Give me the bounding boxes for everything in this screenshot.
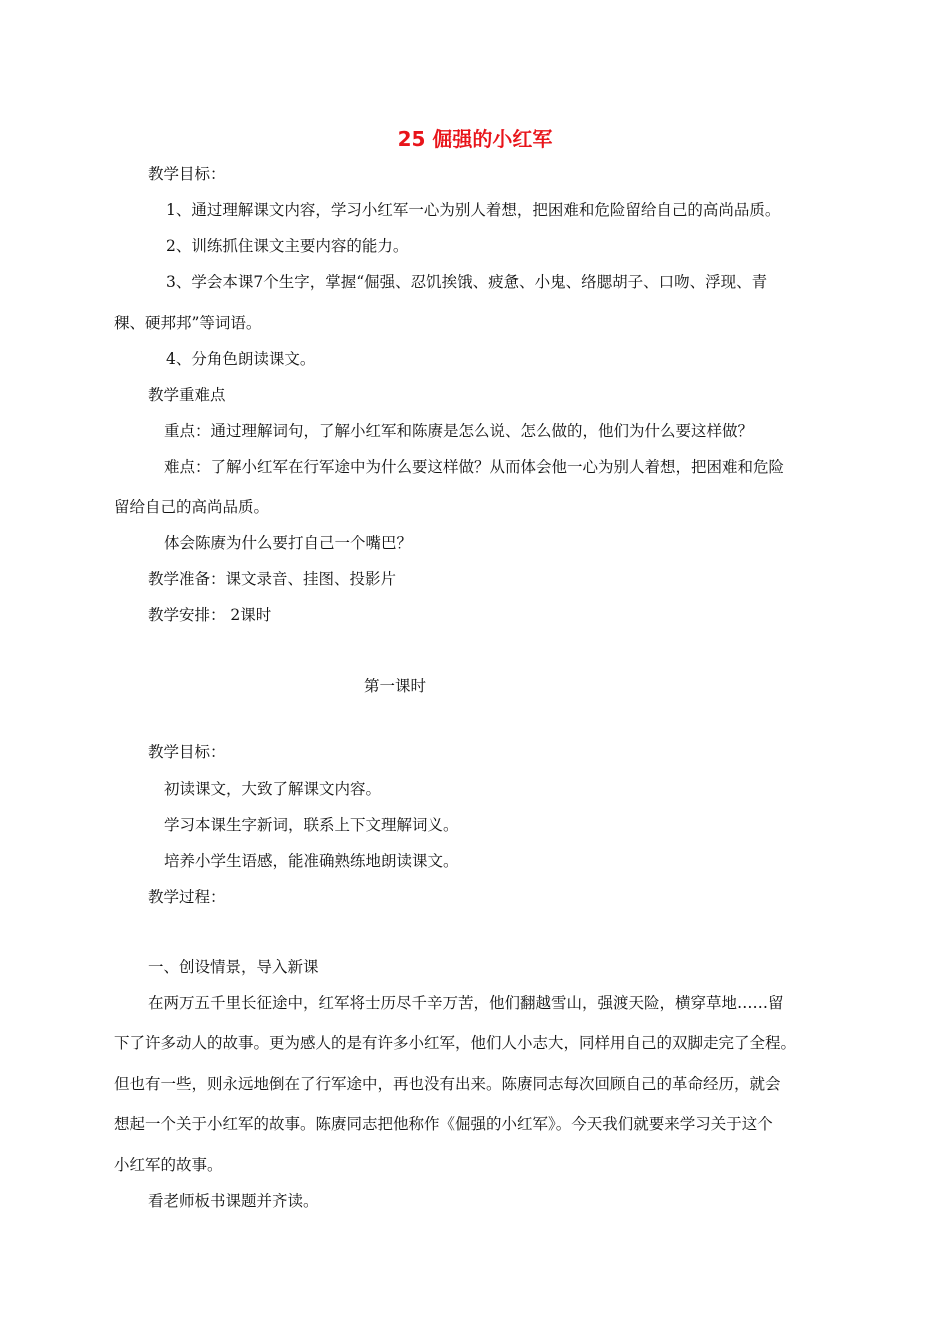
objective-item: 3、学会本课7个生字，掌握“倔强、忍饥挨饿、疲惫、小鬼、络腮胡子、口吻、浮现、青 — [166, 273, 768, 291]
lesson-heading: 第一课时 — [363, 677, 426, 695]
paragraph-line: 想起一个关于小红军的故事。陈赓同志把他称作《倔强的小红军》。今天我们就要来学习关于这个 — [114, 1115, 773, 1133]
difficult-point-continuation: 留给自己的高尚品质。 — [114, 498, 270, 516]
process-heading: 教学过程： — [148, 888, 226, 906]
section-heading: 一、创设情景，导入新课 — [148, 958, 319, 976]
objective-item: 4、分角色朗读课文。 — [166, 350, 316, 368]
key-point: 重点：通过理解词句，了解小红军和陈赓是怎么说、怎么做的，他们为什么要这样做？ — [164, 422, 754, 440]
preparation: 教学准备：课文录音、挂图、投影片 — [148, 570, 397, 588]
arrangement: 教学安排： 2课时 — [148, 606, 272, 624]
key-points-heading: 教学重难点 — [148, 386, 226, 404]
paragraph-line: 但也有一些，则永远地倒在了行军途中，再也没有出来。陈赓同志每次回顾自己的革命经历，就会 — [114, 1075, 781, 1093]
instruction-line: 看老师板书课题并齐读。 — [148, 1192, 319, 1210]
objective-item: 2、训练抓住课文主要内容的能力。 — [166, 237, 409, 255]
paragraph-line: 下了许多动人的故事。更为感人的是有许多小红军，他们人小志大，同样用自己的双脚走完了全程。 — [114, 1034, 797, 1052]
extra-point: 体会陈赓为什么要打自己一个嘴巴？ — [164, 534, 413, 552]
lesson-objective-item: 培养小学生语感，能准确熟练地朗读课文。 — [164, 852, 459, 870]
difficult-point: 难点：了解小红军在行军途中为什么要这样做？从而体会他一心为别人着想，把困难和危险 — [164, 458, 785, 476]
objective-item: 1、通过理解课文内容，学习小红军一心为别人着想，把困难和危险留给自己的高尚品质。 — [166, 201, 781, 219]
objectives-heading: 教学目标： — [148, 165, 226, 183]
page-title: 25 倔强的小红军 — [397, 127, 553, 151]
objective-item-continuation: 稞、硬邦邦”等词语。 — [114, 314, 262, 332]
lesson-objective-item: 学习本课生字新词，联系上下文理解词义。 — [164, 816, 459, 834]
lesson-objectives-heading: 教学目标： — [148, 743, 226, 761]
paragraph-line: 小红军的故事。 — [114, 1156, 223, 1174]
paragraph-line: 在两万五千里长征途中，红军将士历尽千辛万苦，他们翻越雪山，强渡天险，横穿草地……留 — [148, 994, 784, 1012]
lesson-objective-item: 初读课文，大致了解课文内容。 — [164, 780, 382, 798]
